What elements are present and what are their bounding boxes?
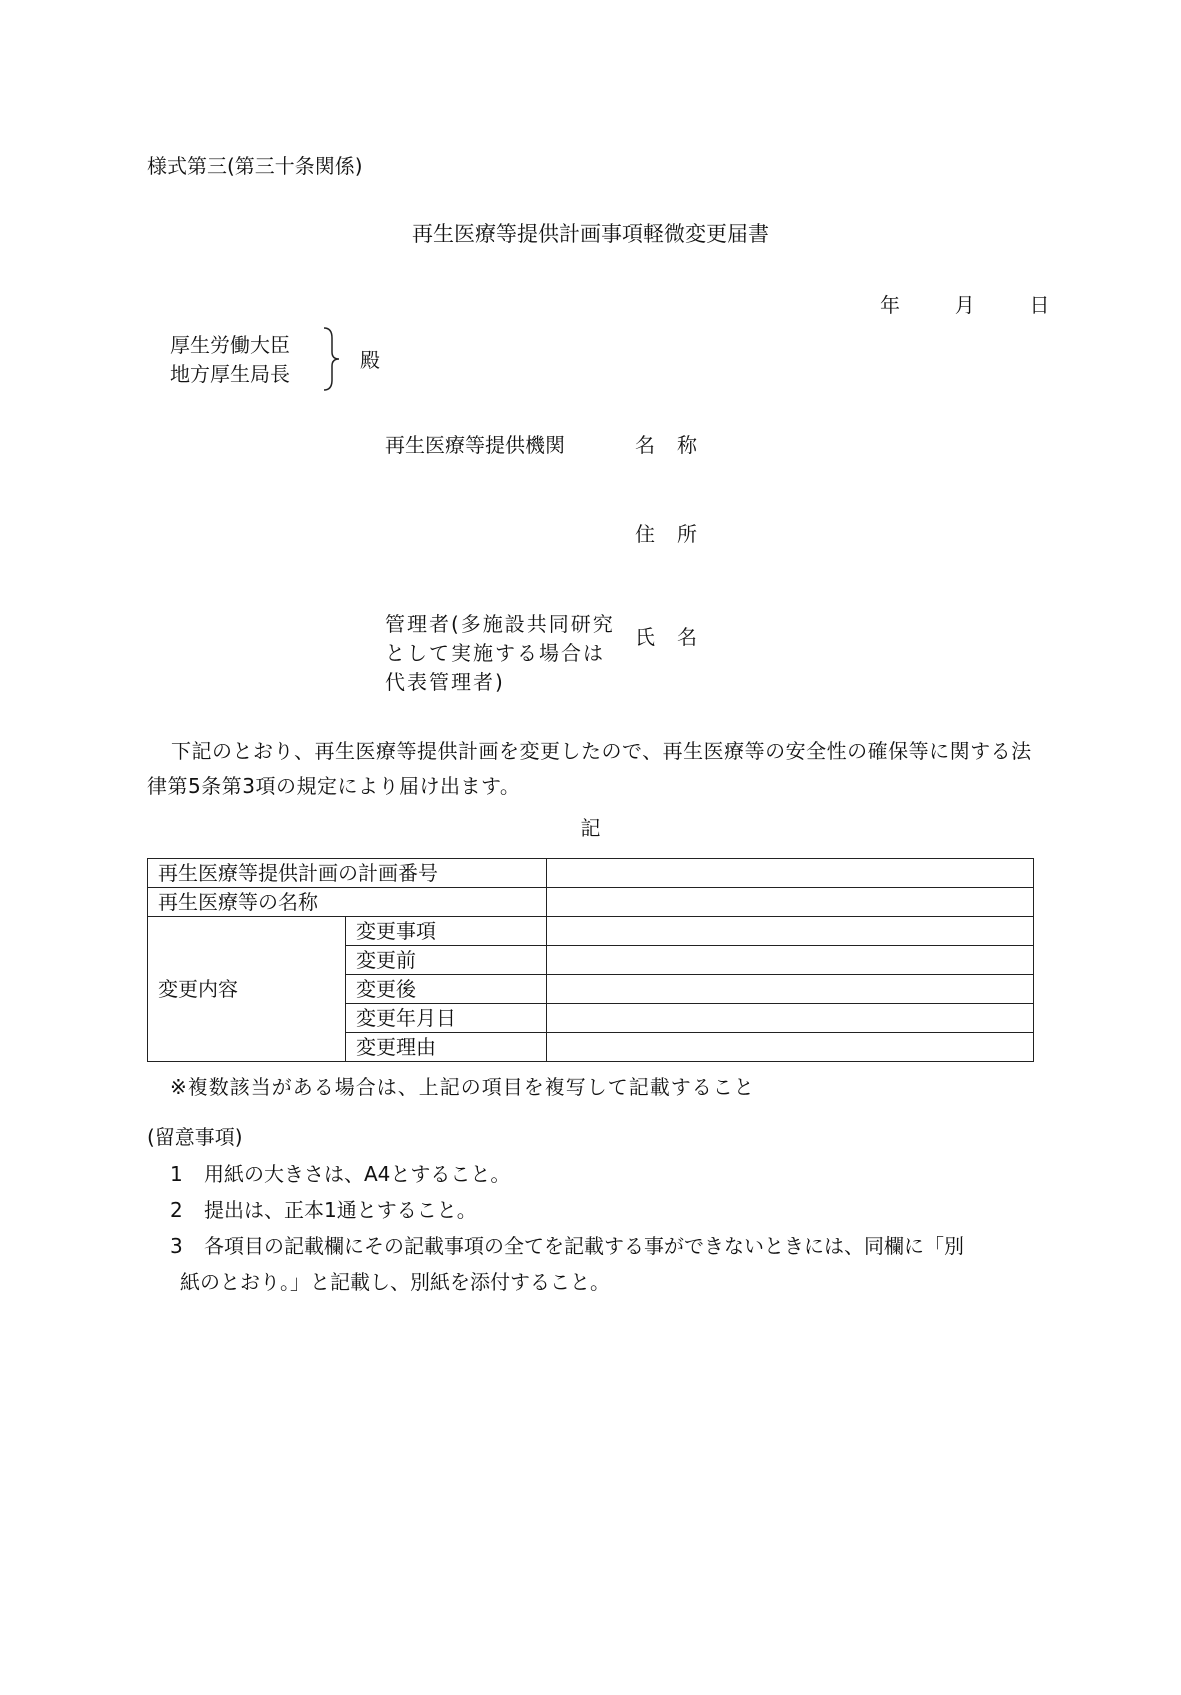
table-row bbox=[148, 888, 1034, 917]
note-text: 提出は、正本1通とすること。 bbox=[204, 1198, 477, 1222]
copy-note: ※複数該当がある場合は、上記の項目を複写して記載すること bbox=[170, 1075, 755, 1099]
note-item bbox=[170, 1162, 510, 1186]
therapy-name-label: 再生医療等の名称 bbox=[148, 888, 547, 917]
document-title: 再生医療等提供計画事項軽微変更届書 bbox=[412, 222, 769, 246]
after-change-field[interactable] bbox=[547, 975, 1034, 1004]
note-number: 1 bbox=[170, 1162, 183, 1186]
note-number: 3 bbox=[170, 1234, 183, 1258]
change-date-field[interactable] bbox=[547, 1004, 1034, 1033]
notification-text: 下記のとおり、再生医療等提供計画を変更したので、再生医療等の安全性の確保等に関する法律第5条第3項の規定により届け出ます。 bbox=[147, 739, 1032, 798]
plan-number-field[interactable] bbox=[547, 859, 1034, 888]
date-line bbox=[880, 293, 1049, 317]
ki-heading: 記 bbox=[580, 816, 601, 840]
manager-label: 管理者(多施設共同研究として実施する場合は代表管理者) bbox=[385, 612, 615, 694]
table-row bbox=[148, 917, 1034, 946]
note-number: 2 bbox=[170, 1198, 183, 1222]
person-name-label: 氏名 bbox=[635, 625, 719, 649]
change-item-label: 変更事項 bbox=[346, 917, 547, 946]
note-item bbox=[170, 1198, 477, 1222]
date-day-label: 日 bbox=[1029, 293, 1050, 317]
before-change-label: 変更前 bbox=[346, 946, 547, 975]
notes-heading: (留意事項) bbox=[147, 1125, 243, 1149]
change-date-label: 変更年月日 bbox=[346, 1004, 547, 1033]
addressee-minister: 厚生労働大臣 bbox=[170, 333, 290, 357]
name-label: 名称 bbox=[635, 433, 719, 457]
therapy-name-field[interactable] bbox=[547, 888, 1034, 917]
table-row bbox=[148, 859, 1034, 888]
date-year-label: 年 bbox=[880, 293, 900, 317]
address-label: 住所 bbox=[635, 522, 719, 546]
date-month-label: 月 bbox=[954, 293, 975, 317]
change-content-label: 変更内容 bbox=[148, 917, 346, 1062]
brace-icon bbox=[322, 326, 342, 392]
change-reason-label: 変更理由 bbox=[346, 1033, 547, 1062]
after-change-label: 変更後 bbox=[346, 975, 547, 1004]
addressee-honorific: 殿 bbox=[360, 348, 380, 372]
addressee-bureau: 地方厚生局長 bbox=[170, 362, 290, 386]
plan-number-label: 再生医療等提供計画の計画番号 bbox=[148, 859, 547, 888]
before-change-field[interactable] bbox=[547, 946, 1034, 975]
form-number: 様式第三(第三十条関係) bbox=[147, 154, 363, 178]
change-item-field[interactable] bbox=[547, 917, 1034, 946]
note-text-continued: 紙のとおり。」と記載し、別紙を添付すること。 bbox=[180, 1270, 610, 1294]
note-item bbox=[170, 1234, 964, 1258]
note-text: 用紙の大きさは、A4とすること。 bbox=[204, 1162, 511, 1186]
change-form-table bbox=[147, 858, 1034, 1062]
institution-label: 再生医療等提供機関 bbox=[385, 433, 565, 457]
change-reason-field[interactable] bbox=[547, 1033, 1034, 1062]
note-text: 各項目の記載欄にその記載事項の全てを記載する事ができないときには、同欄に「別 bbox=[204, 1234, 964, 1258]
